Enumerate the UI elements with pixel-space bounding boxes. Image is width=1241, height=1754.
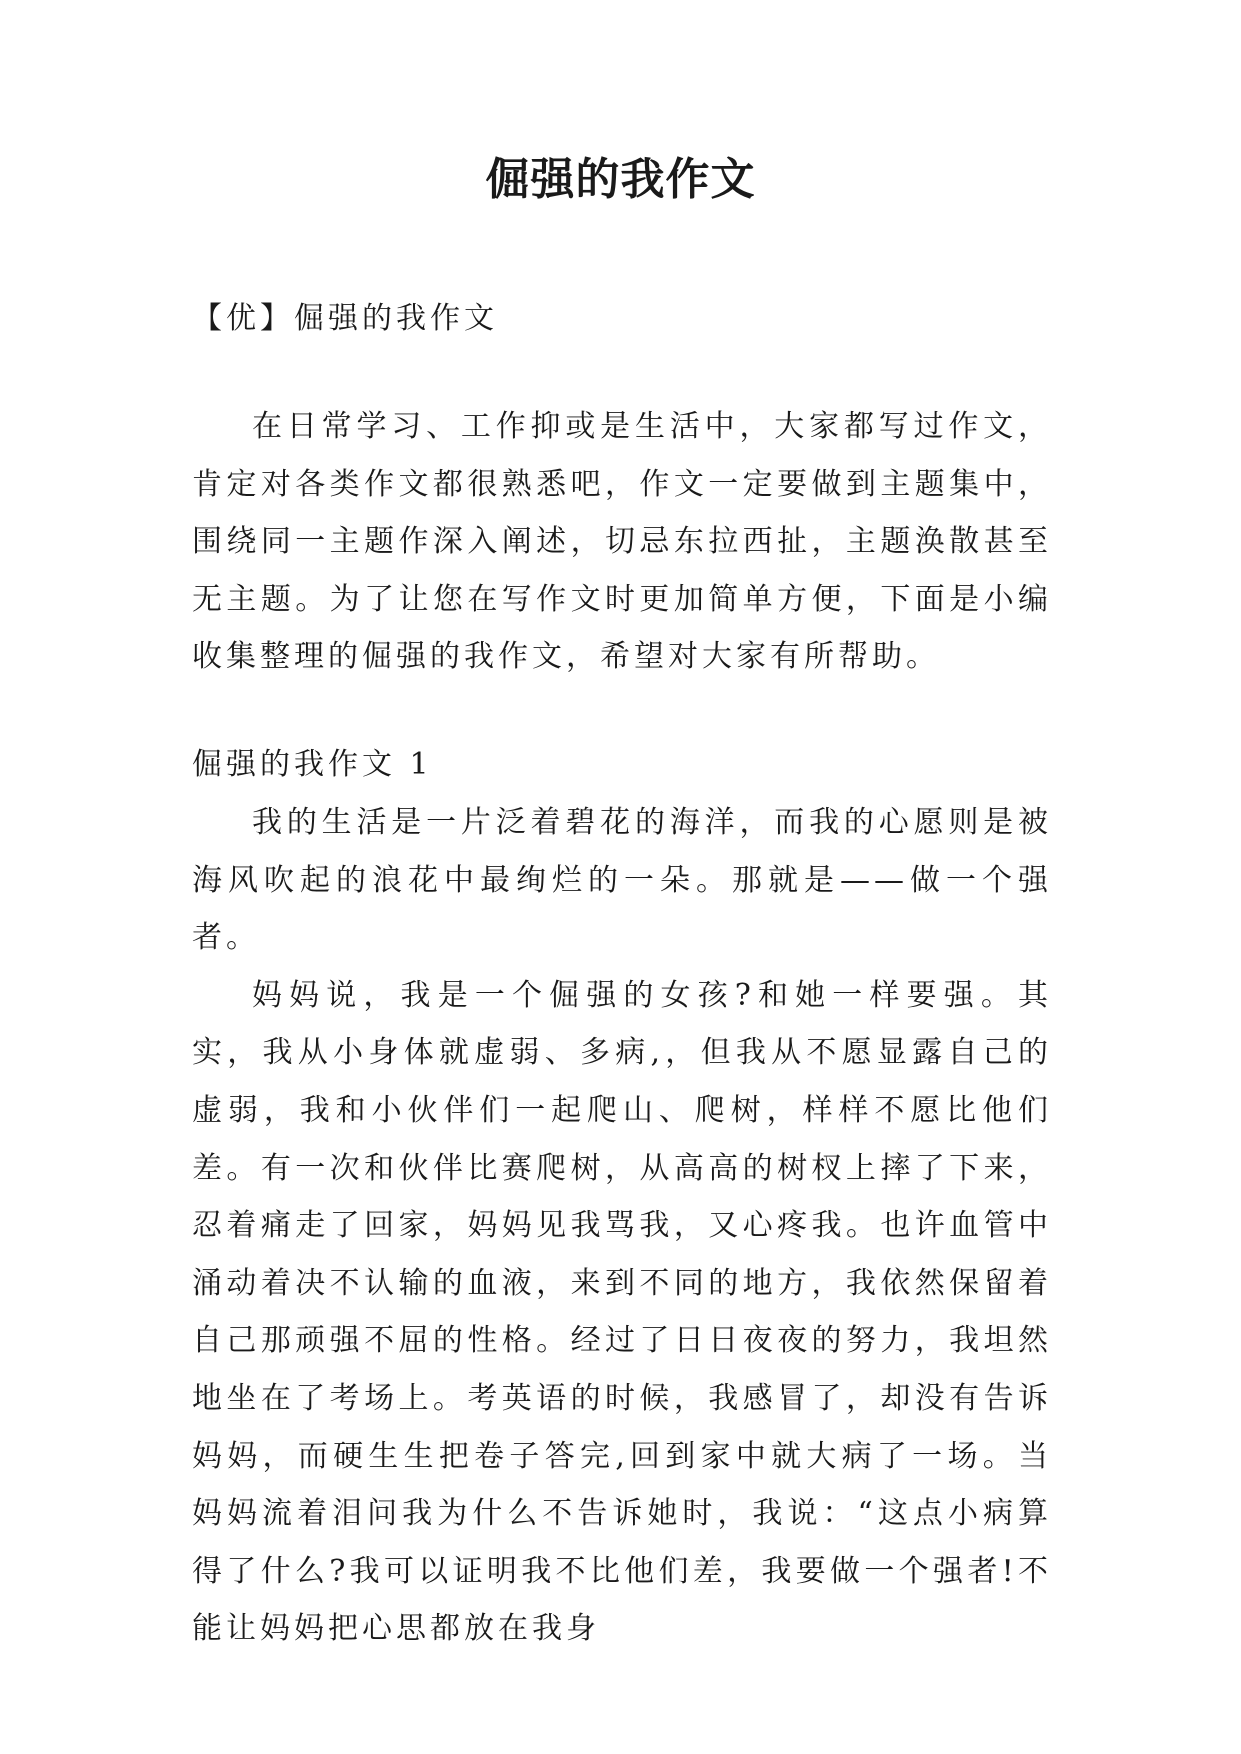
intro-paragraph: 在日常学习、工作抑或是生活中，大家都写过作文，肯定对各类作文都很熟悉吧，作文一定要做到主题集中，围绕同一主题作深入阐述，切忌东拉西扯，主题涣散甚至无主题。为了让您在写作文时更加简单方便，下面是小编收集整理的倔强的我作文，希望对大家有所帮助。 <box>192 409 1052 675</box>
document-subtitle: 【优】倔强的我作文 <box>192 301 498 336</box>
body-paragraph: 我的生活是一片泛着碧花的海洋，而我的心愿则是被海风吹起的浪花中最绚烂的一朵。那就是——做一个强者。 <box>192 804 1052 956</box>
section-heading: 倔强的我作文 1 <box>192 746 433 782</box>
document-title: 倔强的我作文 <box>485 154 756 205</box>
document-body <box>192 290 1052 1658</box>
body-paragraph: 妈妈说，我是一个倔强的女孩?和她一样要强。其实，我从小身体就虚弱、多病,，但我从不愿显露自己的虚弱，我和小伙伴们一起爬山、爬树，样样不愿比他们差。有一次和伙伴比赛爬树，从高高的树杈上摔了下来，忍着痛走了回家，妈妈见我骂我，又心疼我。也许血管中涌动着决不认输的血液，来到不同的地方，我依然保留着自己那顽强不屈的性格。经过了日日夜夜的努力，我坦然地坐在了考场上。考英语的时候，我感冒了，却没有告诉妈妈，而硬生生把卷子答完,回到家中就大病了一场。当妈妈流着泪问我为什么不告诉她时，我说：“这点小病算得了什么?我可以证明我不比他们差，我要做一个强者!不能让妈妈把心思都放在我身 <box>192 977 1052 1647</box>
